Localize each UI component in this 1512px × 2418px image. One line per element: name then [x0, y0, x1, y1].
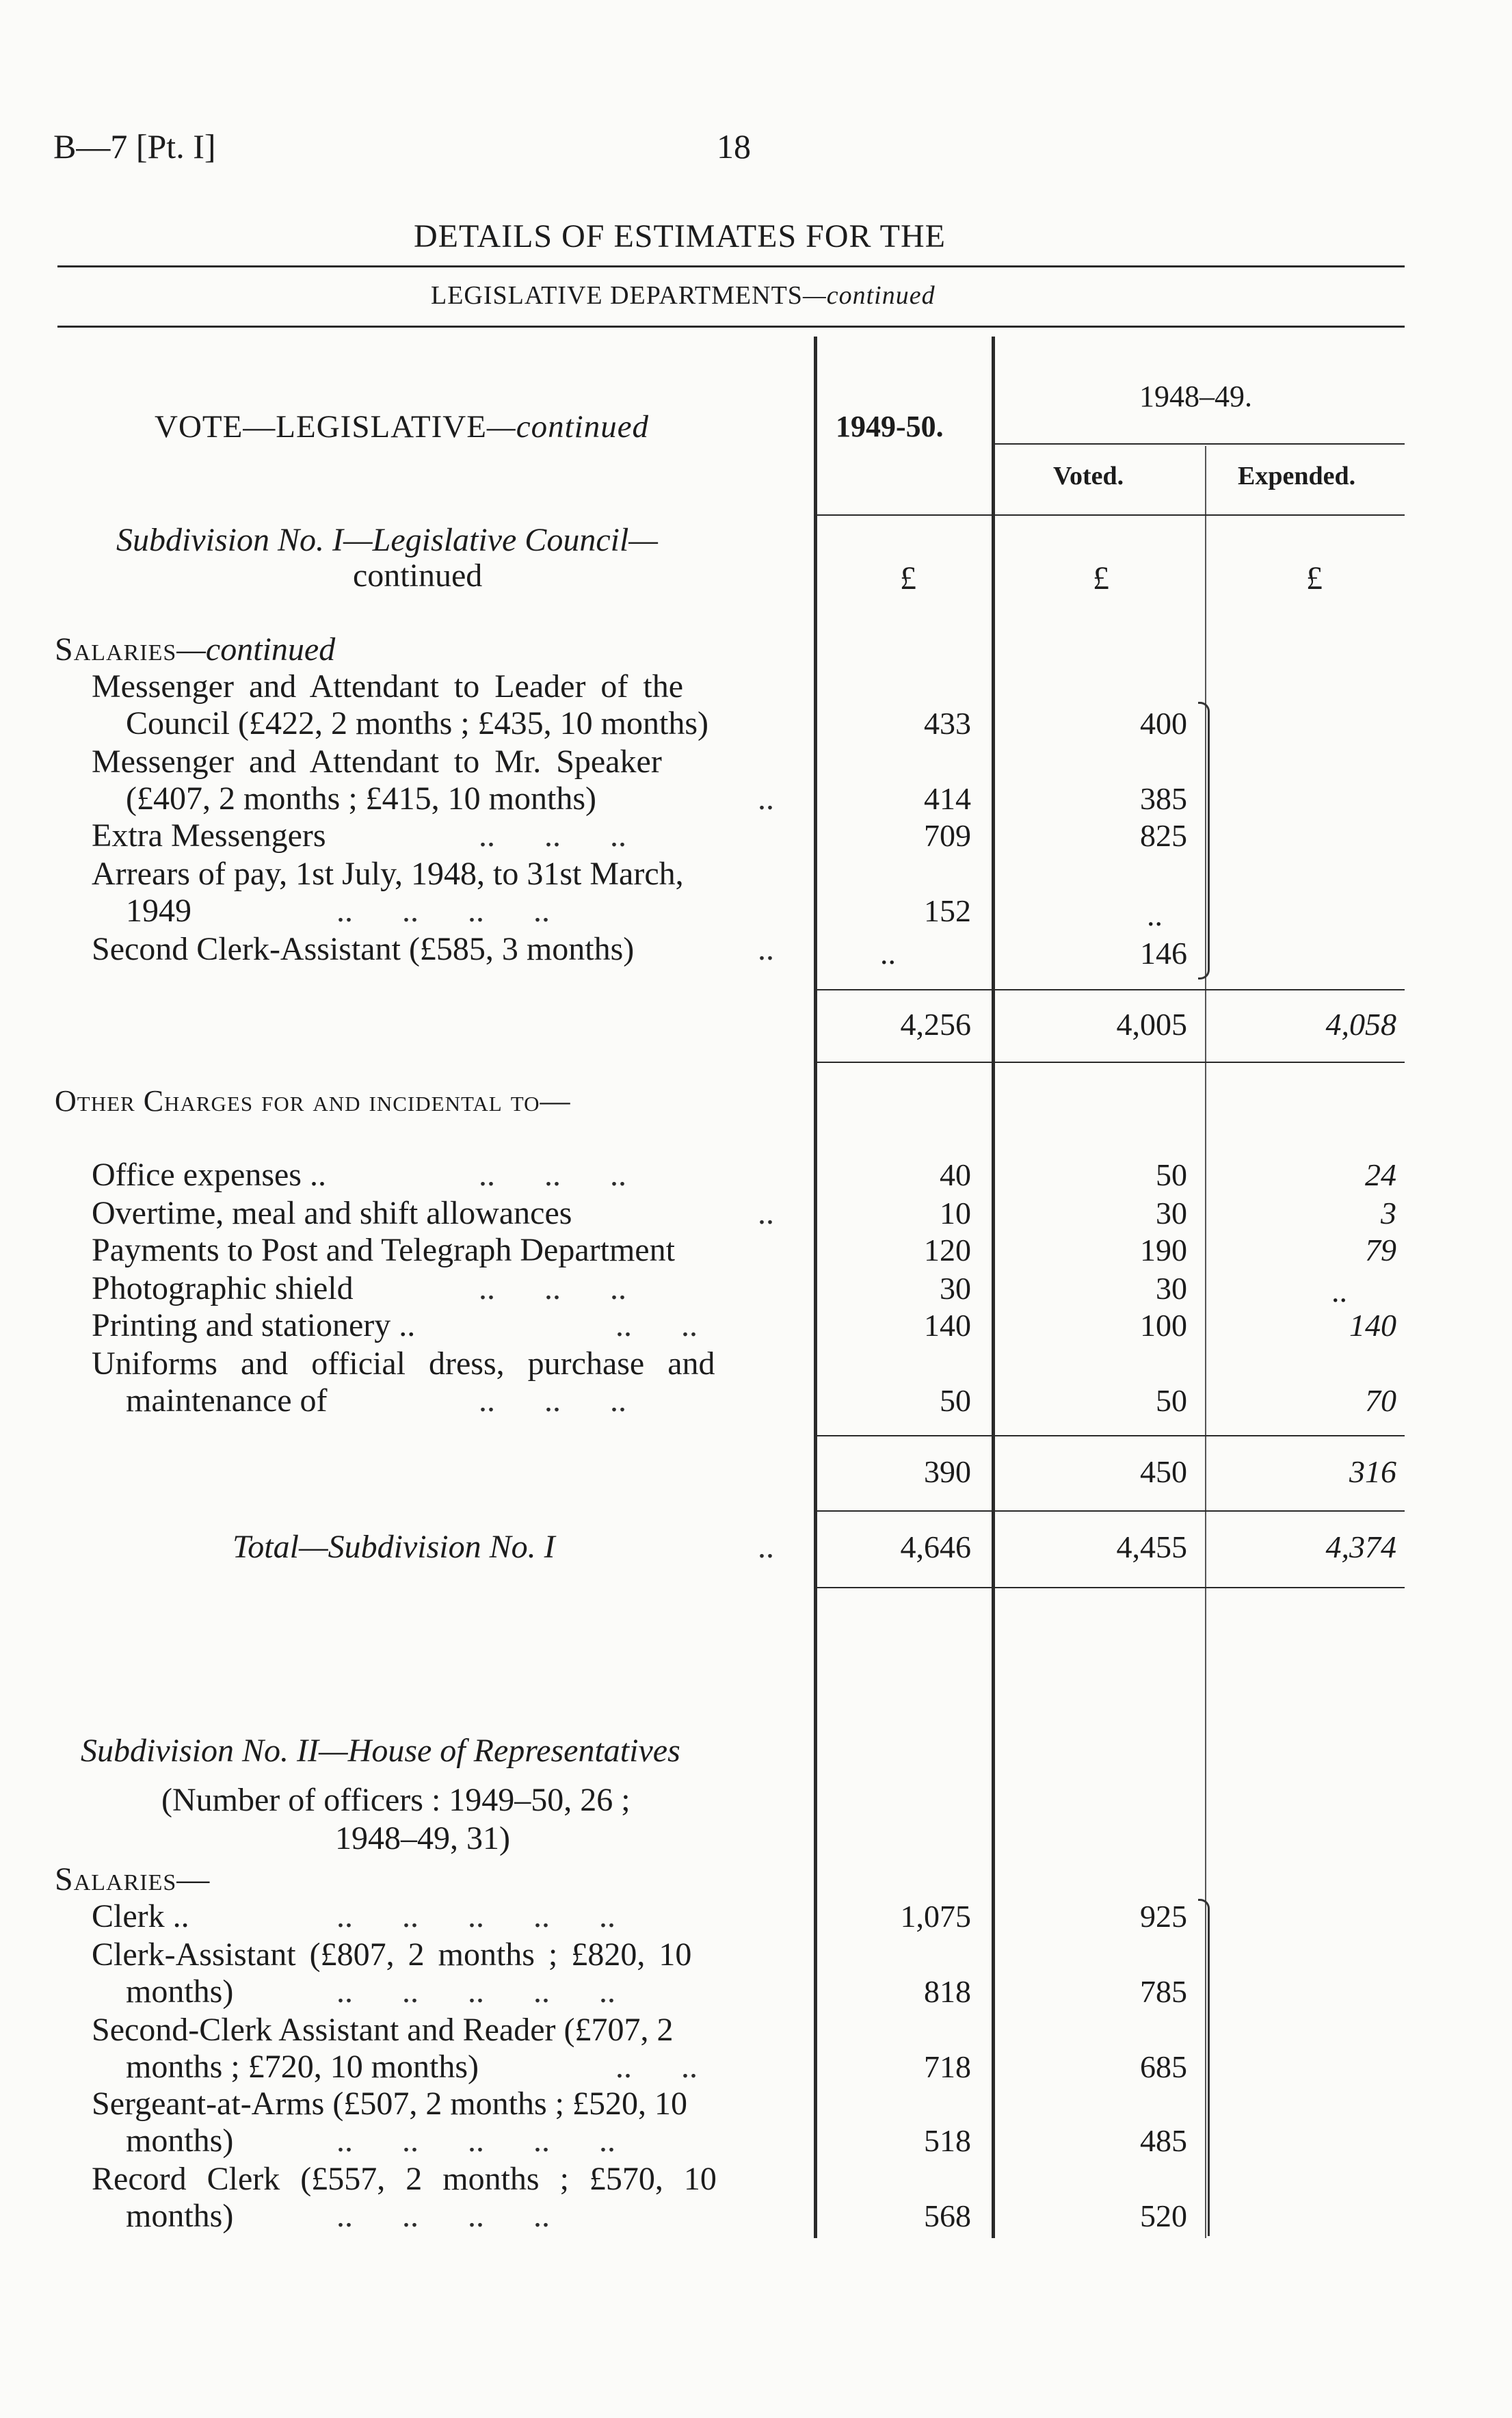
vote-heading — [155, 408, 649, 446]
sub2-row-4-dots: .. .. .. .. .. — [336, 2123, 615, 2159]
salary-row-2-voted: 385 — [1140, 781, 1187, 816]
sub2-row-2-voted: 785 — [1140, 1974, 1187, 2009]
subdivision-1-total-current: 4,646 — [900, 1529, 971, 1564]
sub2-row-2-line1: Clerk-Assistant (£807, 2 months ; £820, 10 — [92, 1936, 692, 1973]
subdivision-1-total-voted: 4,455 — [1116, 1529, 1187, 1564]
salaries-heading — [55, 631, 335, 669]
other-row-1-expended: 24 — [1365, 1157, 1396, 1192]
salaries-total-expended: 4,058 — [1325, 1007, 1396, 1042]
salaries-total-voted: 4,005 — [1116, 1007, 1187, 1042]
subdivision-1-total-expended: 4,374 — [1325, 1529, 1396, 1564]
other-row-1-label: Office expenses .. — [92, 1157, 326, 1193]
salary-row-2-current: 414 — [924, 781, 971, 816]
salary-row-4-dots: .. .. .. .. — [336, 893, 550, 929]
subdivision-1-title: Subdivision No. I—Legislative Council— — [116, 522, 658, 558]
other-total-rule-bottom — [816, 1510, 1405, 1512]
page-number: 18 — [717, 127, 751, 166]
sub2-row-4-voted: 485 — [1140, 2123, 1187, 2158]
other-row-2-dots: .. — [758, 1195, 774, 1231]
other-row-6-dots: .. .. .. — [479, 1382, 626, 1419]
column-header-1949-50: 1949-50. — [836, 410, 944, 443]
sub2-row-2-line2: months) — [126, 1973, 234, 2010]
other-row-4-label: Photographic shield — [92, 1270, 354, 1306]
other-row-4-current: 30 — [940, 1271, 971, 1306]
subtitle-main: LEGISLATIVE DEPARTMENTS — [431, 281, 803, 310]
salary-row-5-current: .. — [880, 936, 896, 971]
other-row-5-label: Printing and stationery .. — [92, 1307, 416, 1343]
subdivision-1-title-cont: continued — [353, 557, 483, 594]
header-bottom-rule — [816, 514, 1405, 516]
salary-row-2-line2: (£407, 2 months ; £415, 10 months) — [126, 780, 597, 817]
divider-current-col — [814, 337, 817, 2238]
sub2-row-4-line2: months) — [126, 2123, 234, 2159]
salary-row-4-current: 152 — [924, 893, 971, 928]
salary-row-2-line1: Messenger and Attendant to Mr. Speaker — [92, 744, 662, 780]
other-row-3-expended: 79 — [1365, 1233, 1396, 1267]
header-year-rule — [994, 443, 1405, 445]
other-row-6-line2: maintenance of — [126, 1382, 328, 1419]
other-total-voted: 450 — [1140, 1454, 1187, 1489]
other-row-1-voted: 50 — [1156, 1157, 1187, 1192]
other-charges-heading: Other Charges for and incidental to— — [55, 1084, 571, 1118]
subdivision-2-salaries-label: Salaries— — [55, 1861, 211, 1897]
salaries-total-rule-bottom — [816, 1062, 1405, 1063]
subdivision-1-total-label: Total—Subdivision No. I — [233, 1529, 555, 1565]
sub2-row-4-line1: Sergeant-at-Arms (£507, 2 months ; £520, 10 — [92, 2086, 688, 2122]
sub2-row-3-current: 718 — [924, 2049, 971, 2084]
other-total-expended: 316 — [1349, 1454, 1396, 1489]
other-row-2-label: Overtime, meal and shift allowances — [92, 1195, 572, 1231]
sub2-row-1-current: 1,075 — [900, 1899, 971, 1934]
salary-row-5-label: Second Clerk-Assistant (£585, 3 months) — [92, 931, 635, 967]
column-header-voted: Voted. — [1053, 462, 1124, 490]
salary-row-3-voted: 825 — [1140, 818, 1187, 853]
vote-heading-continued: —continued — [486, 409, 650, 445]
other-row-1-dots: .. .. .. — [479, 1157, 626, 1193]
subtitle-continued: —continued — [802, 281, 936, 310]
salary-row-5-voted: 146 — [1140, 936, 1187, 971]
sub2-row-1-voted: 925 — [1140, 1899, 1187, 1934]
other-row-6-current: 50 — [940, 1383, 971, 1418]
other-row-6-line1: Uniforms and official dress, purchase and — [92, 1345, 715, 1382]
sub2-row-3-line1: Second-Clerk Assistant and Reader (£707, 2 — [92, 2012, 674, 2048]
salary-row-3-current: 709 — [924, 818, 971, 853]
other-row-3-label: Payments to Post and Telegraph Department — [92, 1232, 675, 1268]
salary-row-1-line2: Council (£422, 2 months ; £435, 10 months) — [126, 705, 708, 741]
other-row-5-dots: .. .. — [615, 1307, 698, 1343]
sub2-row-5-line2: months) — [126, 2198, 234, 2234]
other-row-6-expended: 70 — [1365, 1383, 1396, 1418]
sub2-row-3-dots: .. .. — [615, 2049, 698, 2085]
currency-sign-voted: £ — [1093, 560, 1109, 596]
other-row-5-voted: 100 — [1140, 1308, 1187, 1343]
title-rule — [57, 265, 1405, 267]
other-row-1-current: 40 — [940, 1157, 971, 1192]
salaries-total-rule-top — [816, 989, 1405, 990]
subdivision-2-officers-line2: 1948–49, 31) — [335, 1820, 510, 1856]
sub2-row-5-dots: .. .. .. .. — [336, 2198, 550, 2234]
salaries-continued: —continued — [176, 631, 336, 668]
salary-row-1-current: 433 — [924, 706, 971, 741]
other-row-3-current: 120 — [924, 1233, 971, 1267]
other-total-current: 390 — [924, 1454, 971, 1489]
other-total-rule-top — [816, 1435, 1405, 1436]
sub2-row-2-current: 818 — [924, 1974, 971, 2009]
other-row-2-voted: 30 — [1156, 1196, 1187, 1231]
subdivision-2-officers-line1: (Number of officers : 1949–50, 26 ; — [161, 1782, 631, 1818]
divider-voted-col — [992, 337, 995, 2238]
sub2-row-1-dots: .. .. .. .. .. — [336, 1898, 615, 1934]
salaries-total-current: 4,256 — [900, 1007, 971, 1042]
salary-row-1-line1: Messenger and Attendant to Leader of the — [92, 668, 684, 705]
expended-group-brace — [1198, 702, 1210, 980]
other-row-6-voted: 50 — [1156, 1383, 1187, 1418]
subdivision-2-title: Subdivision No. II—House of Representatives — [81, 1733, 680, 1769]
other-row-5-current: 140 — [924, 1308, 971, 1343]
column-header-1948-49: 1948–49. — [1139, 380, 1252, 413]
document-reference: B—7 [Pt. I] — [53, 127, 216, 166]
sub2-row-2-dots: .. .. .. .. .. — [336, 1973, 615, 2010]
salary-row-1-voted: 400 — [1140, 706, 1187, 741]
sub2-row-5-current: 568 — [924, 2198, 971, 2233]
vote-heading-main: VOTE—LEGISLATIVE — [155, 409, 487, 445]
currency-sign-current: £ — [900, 560, 916, 596]
other-row-4-voted: 30 — [1156, 1271, 1187, 1306]
other-row-2-current: 10 — [940, 1196, 971, 1231]
salary-row-4-voted: .. — [1147, 897, 1163, 932]
sub2-row-4-current: 518 — [924, 2123, 971, 2158]
currency-sign-expended: £ — [1306, 560, 1323, 596]
column-header-expended: Expended. — [1238, 462, 1356, 490]
subtitle-rule — [57, 326, 1405, 328]
salary-row-2-dots: .. — [758, 780, 774, 817]
subdivision-1-total-dots: .. — [758, 1529, 774, 1565]
salary-row-3-label: Extra Messengers — [92, 817, 326, 854]
other-row-2-expended: 3 — [1381, 1196, 1396, 1231]
other-row-3-voted: 190 — [1140, 1233, 1187, 1267]
sub2-row-3-voted: 685 — [1140, 2049, 1187, 2084]
salary-row-5-dots: .. — [758, 931, 774, 967]
page-title: DETAILS OF ESTIMATES FOR THE — [414, 218, 946, 254]
salary-row-3-dots: .. .. .. — [479, 817, 626, 854]
other-row-5-expended: 140 — [1349, 1308, 1396, 1343]
other-row-4-expended: .. — [1331, 1274, 1347, 1309]
sub2-expended-brace — [1198, 1899, 1210, 2236]
sub2-row-5-line1: Record Clerk (£557, 2 months ; £570, 10 — [92, 2161, 717, 2197]
sub2-row-5-voted: 520 — [1140, 2198, 1187, 2233]
sub2-row-1-label: Clerk .. — [92, 1898, 189, 1934]
salary-row-4-line1: Arrears of pay, 1st July, 1948, to 31st March, — [92, 856, 684, 892]
subdivision-1-total-rule — [816, 1587, 1405, 1588]
other-row-4-dots: .. .. .. — [479, 1270, 626, 1306]
sub2-row-3-line2: months ; £720, 10 months) — [126, 2049, 479, 2085]
salaries-label: Salaries — [55, 631, 177, 668]
page-subtitle — [431, 280, 936, 311]
salary-row-4-line2: 1949 — [126, 893, 191, 929]
